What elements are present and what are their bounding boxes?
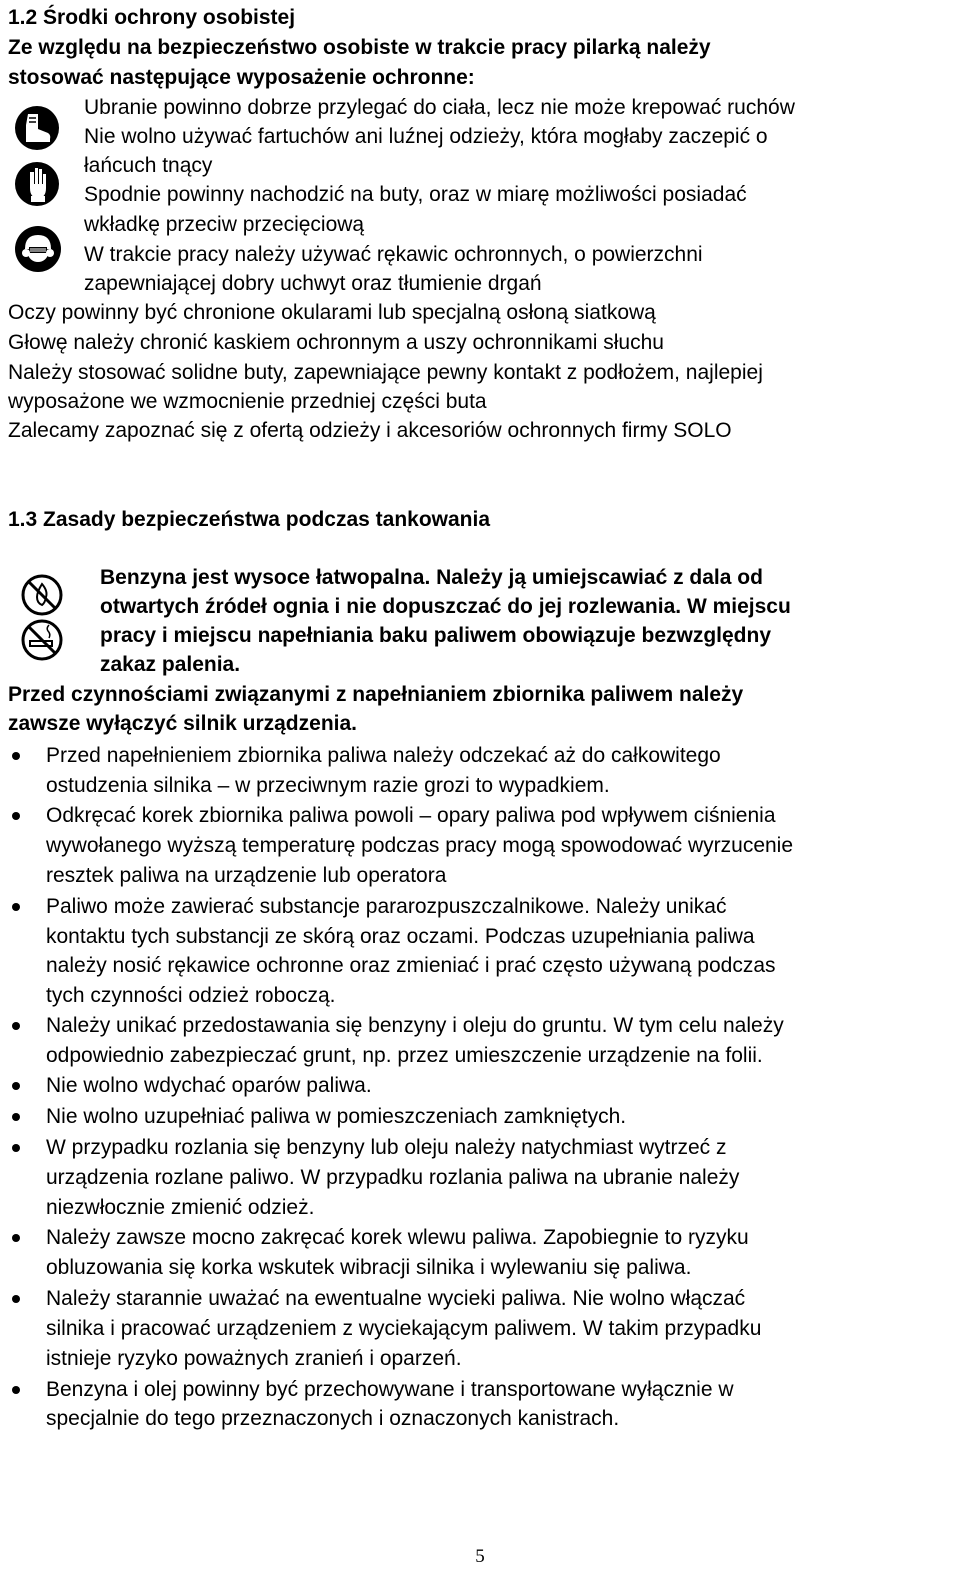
- list-item-line: kontaktu tych substancji ze skórą oraz oczami. Podczas uzupełniania paliwa: [46, 925, 755, 948]
- list-item-line: Paliwo może zawierać substancje pararozpuszczalnikowe. Należy unikać: [46, 895, 727, 918]
- warning-line: zakaz palenia.: [100, 653, 241, 676]
- bullet-dot-icon: [12, 1113, 20, 1121]
- bullet-dot-icon: [12, 1386, 20, 1394]
- bullet-dot-icon: [12, 752, 20, 760]
- bold-instruction-line: zawsze wyłączyć silnik urządzenia.: [8, 712, 357, 735]
- text-line: Głowę należy chronić kaskiem ochronnym a uszy ochronnikami słuchu: [8, 331, 664, 354]
- list-item-line: Nie wolno uzupełniać paliwa w pomieszczeniach zamkniętych.: [46, 1105, 627, 1128]
- safety-boot-icon: [14, 105, 60, 156]
- list-item-line: resztek paliwa na urządzenie lub operatora: [46, 864, 447, 887]
- list-item-line: tych czynności odzież roboczą.: [46, 984, 336, 1007]
- list-item-line: Przed napełnieniem zbiornika paliwa należy odczekać aż do całkowitego: [46, 744, 721, 767]
- section-heading-1-3: 1.3 Zasady bezpieczeństwa podczas tankowania: [8, 508, 491, 531]
- text-line: Oczy powinny być chronione okularami lub specjalną osłoną siatkową: [8, 301, 656, 324]
- warning-line: pracy i miejscu napełniania baku paliwem obowiązuje bezwzględny: [100, 624, 772, 647]
- list-item-line: Należy unikać przedostawania się benzyny i oleju do gruntu. W tym celu należy: [46, 1014, 784, 1037]
- list-item-line: urządzenia rozlane paliwo. W przypadku rozlania paliwa na ubranie należy: [46, 1166, 740, 1189]
- warning-line: Benzyna jest wysoce łatwopalna. Należy ją umiejscawiać z dala od: [100, 566, 763, 589]
- list-item-line: Należy zawsze mocno zakręcać korek wlewu paliwa. Zapobiegnie to ryzyku: [46, 1226, 749, 1249]
- list-item-line: istnieje ryzyko poważnych zranień i oparzeń.: [46, 1347, 462, 1370]
- intro-line: Ze względu na bezpieczeństwo osobiste w trakcie pracy pilarką należy: [8, 36, 711, 59]
- list-item-line: W przypadku rozlania się benzyny lub oleju należy natychmiast wytrzeć z: [46, 1136, 727, 1159]
- text-line: Spodnie powinny nachodzić na buty, oraz w miarę możliwości posiadać: [84, 183, 747, 206]
- bold-instruction-line: Przed czynnościami związanymi z napełnianiem zbiornika paliwem należy: [8, 683, 744, 706]
- list-item-line: ostudzenia silnika – w przeciwnym razie grozi to wypadkiem.: [46, 774, 610, 797]
- warning-line: otwartych źródeł ognia i nie dopuszczać do jej rozlewania. W miejscu: [100, 595, 791, 618]
- text-line: Nie wolno używać fartuchów ani luźnej odzieży, która mogłaby zaczepić o: [84, 125, 768, 148]
- bullet-dot-icon: [12, 1082, 20, 1090]
- list-item-line: odpowiednio zabezpieczać grunt, np. przez umieszczenie urządzenie na folii.: [46, 1044, 763, 1067]
- list-item-line: obluzowania się korka wskutek wibracji silnika i wylewaniu się paliwa.: [46, 1256, 692, 1279]
- list-item-line: Odkręcać korek zbiornika paliwa powoli – opary paliwa pod wpływem ciśnienia: [46, 804, 776, 827]
- protective-gloves-icon: [14, 158, 60, 215]
- text-line: Należy stosować solidne buty, zapewniające pewny kontakt z podłożem, najlepiej: [8, 361, 763, 384]
- list-item-line: Nie wolno wdychać oparów paliwa.: [46, 1074, 372, 1097]
- list-item-line: specjalnie do tego przeznaczonych i oznaczonych kanistrach.: [46, 1407, 620, 1430]
- text-line: W trakcie pracy należy używać rękawic ochronnych, o powierzchni: [84, 243, 703, 266]
- list-item-line: Benzyna i olej powinny być przechowywane i transportowane wyłącznie w: [46, 1378, 734, 1401]
- list-item-line: silnika i pracować urządzeniem z wyciekającym paliwem. W takim przypadku: [46, 1317, 762, 1340]
- text-line: Zalecamy zapoznać się z ofertą odzieży i akcesoriów ochronnych firmy SOLO: [8, 419, 732, 442]
- text-line: Ubranie powinno dobrze przylegać do ciała, lecz nie może krepować ruchów: [84, 96, 795, 119]
- bullet-dot-icon: [12, 812, 20, 820]
- section-heading-1-2: 1.2 Środki ochrony osobistej: [8, 6, 296, 29]
- bullet-dot-icon: [12, 1234, 20, 1242]
- helmet-visor-earmuffs-icon: [14, 225, 62, 278]
- bullet-dot-icon: [12, 1022, 20, 1030]
- text-line: zapewniającej dobry uchwyt oraz tłumienie drgań: [84, 272, 542, 295]
- bullet-dot-icon: [12, 1144, 20, 1152]
- text-line: wkładkę przeciw przecięciową: [84, 213, 365, 236]
- text-line: wyposażone we wzmocnienie przedniej części buta: [8, 390, 487, 413]
- list-item-line: niezwłocznie zmienić odzież.: [46, 1196, 315, 1219]
- list-item-line: wywołanego wyższą temperaturę podczas pracy mogą spowodować wyrzucenie: [46, 834, 794, 857]
- bullet-dot-icon: [12, 903, 20, 911]
- no-smoking-icon: [20, 618, 64, 667]
- intro-line: stosować następujące wyposażenie ochronne:: [8, 66, 475, 89]
- list-item-line: należy nosić rękawice ochronne oraz zmieniać i prać często używaną podczas: [46, 954, 776, 977]
- list-item-line: Należy starannie uważać na ewentualne wycieki paliwa. Nie wolno włączać: [46, 1287, 746, 1310]
- text-line: łańcuch tnący: [84, 154, 213, 177]
- page-number: 5: [475, 1546, 485, 1567]
- no-open-flame-icon: [20, 573, 64, 622]
- bullet-dot-icon: [12, 1295, 20, 1303]
